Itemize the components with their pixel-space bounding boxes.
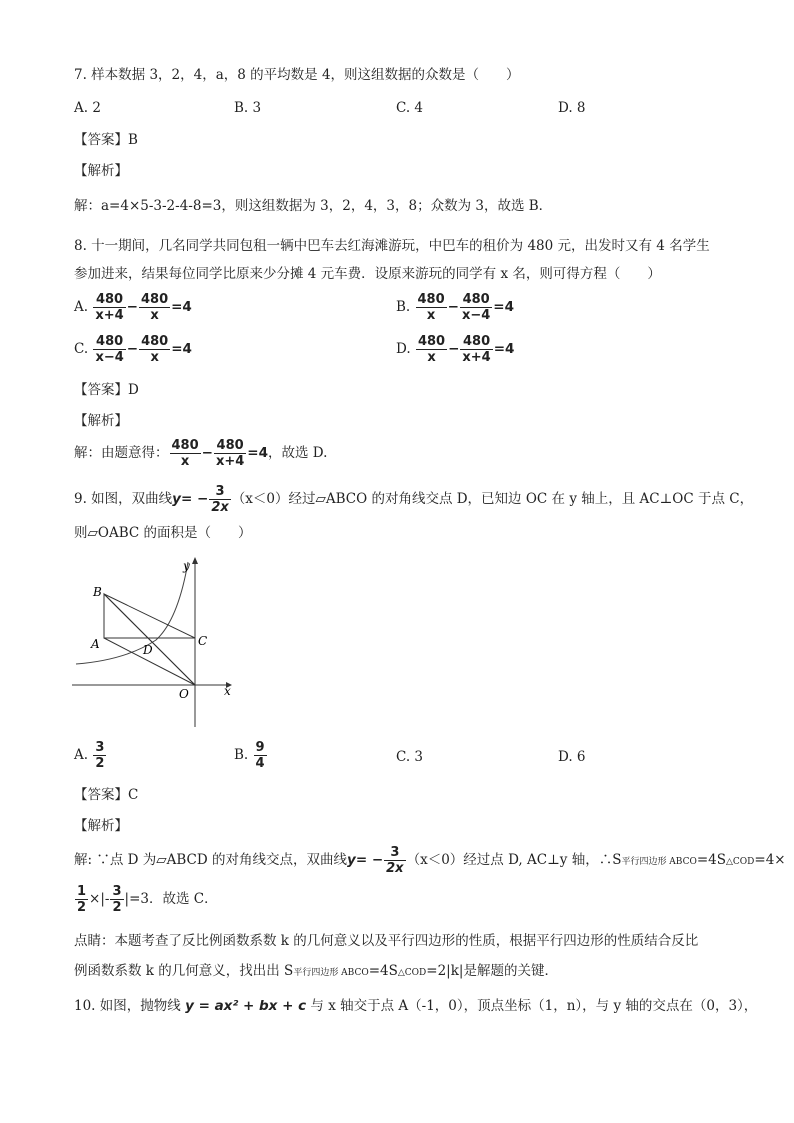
fraction: $\frac{480}{x+4}$ xyxy=(462,334,491,365)
q7-solution: 解：a=4×5-3-2-4-8=3，则这组数据为 3，2，4，3，8；众数为 3，故选 B． xyxy=(74,198,553,214)
q8-option-d[interactable]: D. $\frac{480}{x}$ − $\frac{480}{x+4}$ =4 xyxy=(396,334,515,365)
q9-option-a[interactable]: A. $\frac{3}{2}$ xyxy=(74,740,105,771)
fraction: $\frac{480}{x}$ xyxy=(417,292,445,323)
fraction: $\frac{480}{x-4}$ xyxy=(461,292,491,323)
q9-note-line1: 点睛：本题考查了反比例函数系数 k 的几何意义以及平行四边形的性质，根据平行四边形的性质结合反比 xyxy=(74,933,699,949)
q9-stem-line2: 则▱OABC 的面积是（ ） xyxy=(74,525,252,541)
label-x: x xyxy=(224,684,231,698)
q8-analysis-label: 【解析】 xyxy=(74,413,128,429)
fraction: $\frac{480}{x}$ xyxy=(141,334,169,365)
fraction: $\frac{480}{x+4}$ xyxy=(95,292,124,323)
fraction: $\frac{480}{x}$ xyxy=(140,292,169,323)
q7-options xyxy=(74,100,734,122)
q9-note-line2: 例函数系数 k 的几何意义，找出出 S平行四边形 ABCO=4S△COD=2|k|是解题的关键． xyxy=(74,963,558,979)
q7-option-a[interactable]: A. 2 xyxy=(74,100,101,116)
q9-answer: 【答案】C xyxy=(74,787,139,803)
label-b: B xyxy=(93,585,102,599)
fraction: $\frac{1}{2}$ xyxy=(77,884,87,915)
q7-option-b[interactable]: B. 3 xyxy=(234,100,262,116)
q7-answer: 【答案】B xyxy=(74,132,138,148)
fraction: $\frac{9}{4}$ xyxy=(255,740,265,771)
q8-answer: 【答案】D xyxy=(74,382,139,398)
q8-solution: 解：由题意得： $\frac{480}{x}$ − $\frac{480}{x+4}$ =4，故选 D. xyxy=(74,438,328,469)
q9-option-c[interactable]: C. 3 xyxy=(396,749,424,765)
label-y: y xyxy=(183,559,190,573)
y-axis-arrow xyxy=(192,557,198,564)
q8-option-a[interactable]: A. $\frac{480}{x+4}$ − $\frac{480}{x}$ =4 xyxy=(74,292,192,323)
label-c: C xyxy=(198,634,208,648)
q9-figure xyxy=(66,552,246,732)
q9-option-d[interactable]: D. 6 xyxy=(558,749,586,765)
fraction: $\frac{480}{x}$ xyxy=(417,334,446,365)
fraction: $\frac{3}{2}$ xyxy=(112,884,122,915)
fraction: $\frac{3}{2}$ xyxy=(95,740,105,771)
q9-stem: 9. 如图，双曲线y= − $\frac{3}{2x}$ （x＜0）经过▱ABCO 的对角线交点 D，已知边 OC 在 y 轴上，且 AC⊥OC 于点 C， xyxy=(74,484,754,515)
fraction: $\frac{480}{x-4}$ xyxy=(95,334,124,365)
fraction: $\frac{480}{x}$ xyxy=(171,438,199,469)
q7-option-d[interactable]: D. 8 xyxy=(558,100,586,116)
q9-option-b[interactable]: B. $\frac{9}{4}$ xyxy=(234,740,265,771)
q7-analysis-label: 【解析】 xyxy=(74,163,128,179)
q10-stem: 10. 如图，抛物线 y = ax² + bx + c 与 x 轴交于点 A（-1，0），顶点坐标（1，n），与 y 轴的交点在（0，3）， xyxy=(74,998,758,1014)
q7-option-c[interactable]: C. 4 xyxy=(396,100,424,116)
fraction: $\frac{3}{2x}$ xyxy=(386,845,404,876)
q8-stem-line2: 参加进来，结果每位同学比原来少分摊 4 元车费．设原来游玩的同学有 x 名，则可得方程（ ） xyxy=(74,266,661,282)
label-d: D xyxy=(143,643,153,657)
q8-option-c[interactable]: C. $\frac{480}{x-4}$ − $\frac{480}{x}$ =4 xyxy=(74,334,192,365)
label-o: O xyxy=(179,687,189,701)
q9-solution-line1: 解: ∵点 D 为▱ABCD 的对角线交点，双曲线y= − $\frac{3}{2x}$ （x＜0）经过点 D, AC⊥y 轴，∴S平行四边形 ABCO=4S△COD=4× xyxy=(74,845,786,876)
q8-option-b[interactable]: B. $\frac{480}{x}$ − $\frac{480}{x-4}$ =4 xyxy=(396,292,515,323)
label-a: A xyxy=(91,637,100,651)
fraction: $\frac{3}{2x}$ xyxy=(211,484,229,515)
q9-analysis-label: 【解析】 xyxy=(74,818,128,834)
q7-stem: 7. 样本数据 3，2，4，a，8 的平均数是 4，则这组数据的众数是（ ） xyxy=(74,67,520,83)
q8-stem-line1: 8. 十一期间，几名同学共同包租一辆中巴车去红海滩游玩，中巴车的租价为 480 元，出发时又有 4 名学生 xyxy=(74,238,710,254)
q9-solution-line2: $\frac{1}{2}$ ×|- $\frac{3}{2}$ |=3．故选 C． xyxy=(77,884,218,915)
fraction: $\frac{480}{x+4}$ xyxy=(215,438,245,469)
